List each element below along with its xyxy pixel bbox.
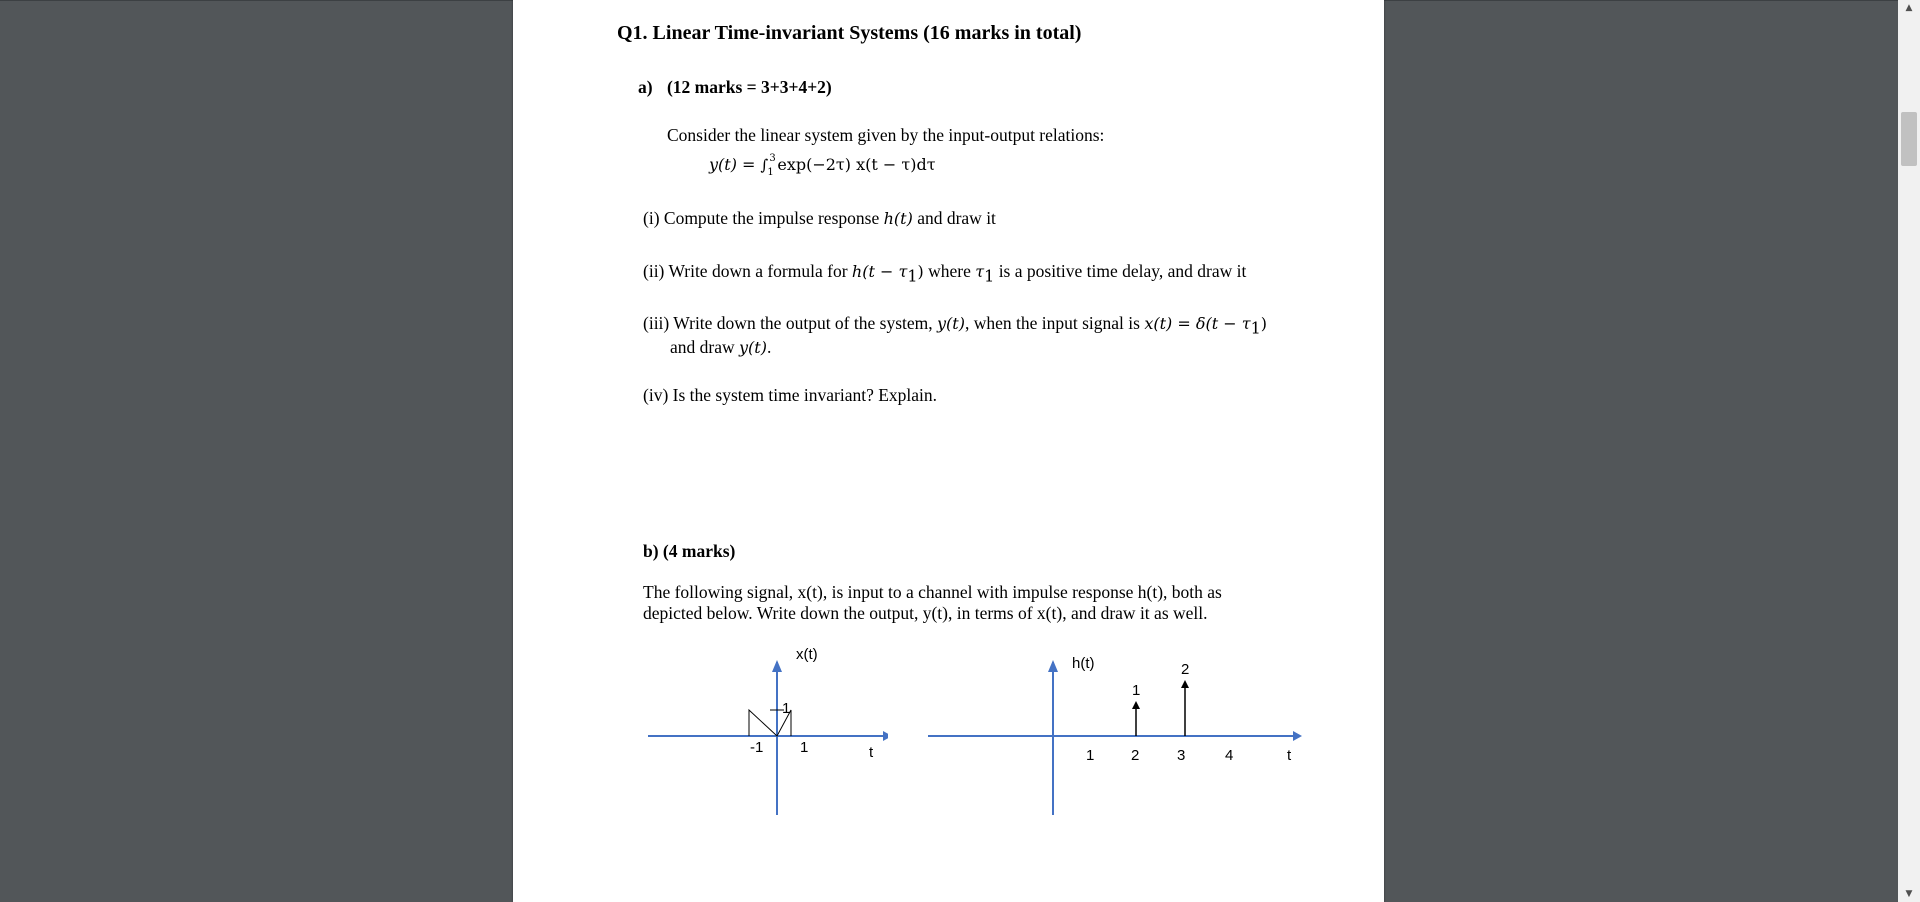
- item-iii: [643, 313, 1267, 339]
- item-i: [643, 208, 996, 229]
- item-ii-sub-2: 1: [984, 266, 995, 286]
- item-iv: (iv) Is the system time invariant? Explain.: [643, 385, 938, 405]
- x-plot-t-axis-arrow: [883, 731, 888, 741]
- item-iii-sub: 1: [1250, 318, 1261, 338]
- h-plot-tick-3: 3: [1177, 747, 1186, 764]
- h-impulse-t2-arrow: [1132, 701, 1140, 709]
- x-signal-plot: [648, 640, 888, 820]
- part-a-intro: Consider the linear system given by the input-output relations:: [667, 125, 1105, 145]
- question-title: Q1. Linear Time-invariant Systems (16 marks in total): [617, 22, 1082, 44]
- part-a-label: a): [638, 77, 653, 97]
- item-ii-mid: where: [923, 261, 976, 281]
- scroll-up-arrow-icon[interactable]: ▲: [1905, 3, 1913, 13]
- item-iii-line-2: [670, 337, 771, 358]
- vertical-scrollbar[interactable]: [1898, 0, 1920, 902]
- h-plot-y-axis-arrow: [1048, 660, 1058, 672]
- equation-lhs: y(t) =: [709, 155, 761, 174]
- integral-lower-limit: 1: [767, 167, 774, 178]
- item-ii: [643, 261, 1246, 287]
- integral-sign: ∫: [760, 156, 769, 174]
- equation-rhs: exp(−2τ) x(t − τ)dτ: [777, 155, 936, 174]
- item-iii-math-2b: ): [1260, 314, 1267, 333]
- system-equation: [709, 153, 936, 178]
- integral-upper-limit: 3: [769, 153, 776, 164]
- h-signal-plot: [928, 650, 1318, 820]
- item-ii-post: is a positive time delay, and draw it: [994, 261, 1247, 281]
- item-iii-text: (iii) Write down the output of the system,: [643, 313, 937, 333]
- document-page: [513, 0, 1384, 902]
- x-plot-y-axis-arrow: [772, 660, 782, 672]
- h-plot-ylabel: h(t): [1072, 655, 1095, 672]
- part-a-marks: (12 marks = 3+3+4+2): [666, 77, 832, 97]
- item-iii-line-2-post: .: [766, 337, 772, 357]
- item-iii-mid: , when the input signal is: [964, 313, 1145, 333]
- x-plot-tick-1: 1: [800, 739, 809, 756]
- item-ii-math-1b: ): [917, 262, 924, 281]
- x-plot-ylabel: x(t): [796, 646, 818, 663]
- scrollbar-thumb[interactable]: [1901, 112, 1917, 166]
- part-b-header: b) (4 marks): [643, 541, 736, 561]
- h-impulse-t3-label: 2: [1181, 661, 1190, 678]
- item-iii-math-1: y(t): [937, 314, 965, 333]
- h-plot-tick-4: 4: [1225, 747, 1234, 764]
- h-impulse-t3-arrow: [1181, 680, 1189, 688]
- part-b-line-1: The following signal, x(t), is input to a channel with impulse response h(t), both as: [643, 582, 1222, 602]
- x-plot-xlabel: t: [869, 744, 874, 761]
- item-ii-text: (ii) Write down a formula for: [643, 261, 852, 281]
- x-plot-peak-label: 1: [782, 700, 791, 717]
- h-plot-tick-2: 2: [1131, 747, 1140, 764]
- x-plot-tick-neg1: -1: [750, 739, 764, 756]
- part-a-header: [638, 77, 832, 97]
- item-ii-sub-1: 1: [907, 266, 918, 286]
- scroll-down-arrow-icon[interactable]: ▼: [1905, 889, 1913, 899]
- h-impulse-t2-label: 1: [1132, 682, 1141, 699]
- item-ii-math-1: h(t − τ: [851, 262, 908, 281]
- item-iii-math-2: x(t) = δ(t − τ: [1144, 314, 1251, 333]
- part-b-line-2: depicted below. Write down the output, y(t), in terms of x(t), and draw it as well.: [643, 603, 1208, 623]
- item-iii-line-2-text: and draw: [670, 337, 740, 357]
- item-iii-line-2-math: y(t): [739, 338, 767, 357]
- item-ii-math-2: τ: [975, 262, 985, 281]
- item-i-math: h(t): [883, 209, 913, 228]
- h-plot-xlabel: t: [1287, 747, 1292, 764]
- item-i-text: (i) Compute the impulse response: [643, 208, 884, 228]
- integral-limits: [767, 153, 777, 178]
- h-plot-tick-1: 1: [1086, 747, 1095, 764]
- item-i-post: and draw it: [912, 208, 996, 228]
- h-plot-t-axis-arrow: [1293, 731, 1302, 741]
